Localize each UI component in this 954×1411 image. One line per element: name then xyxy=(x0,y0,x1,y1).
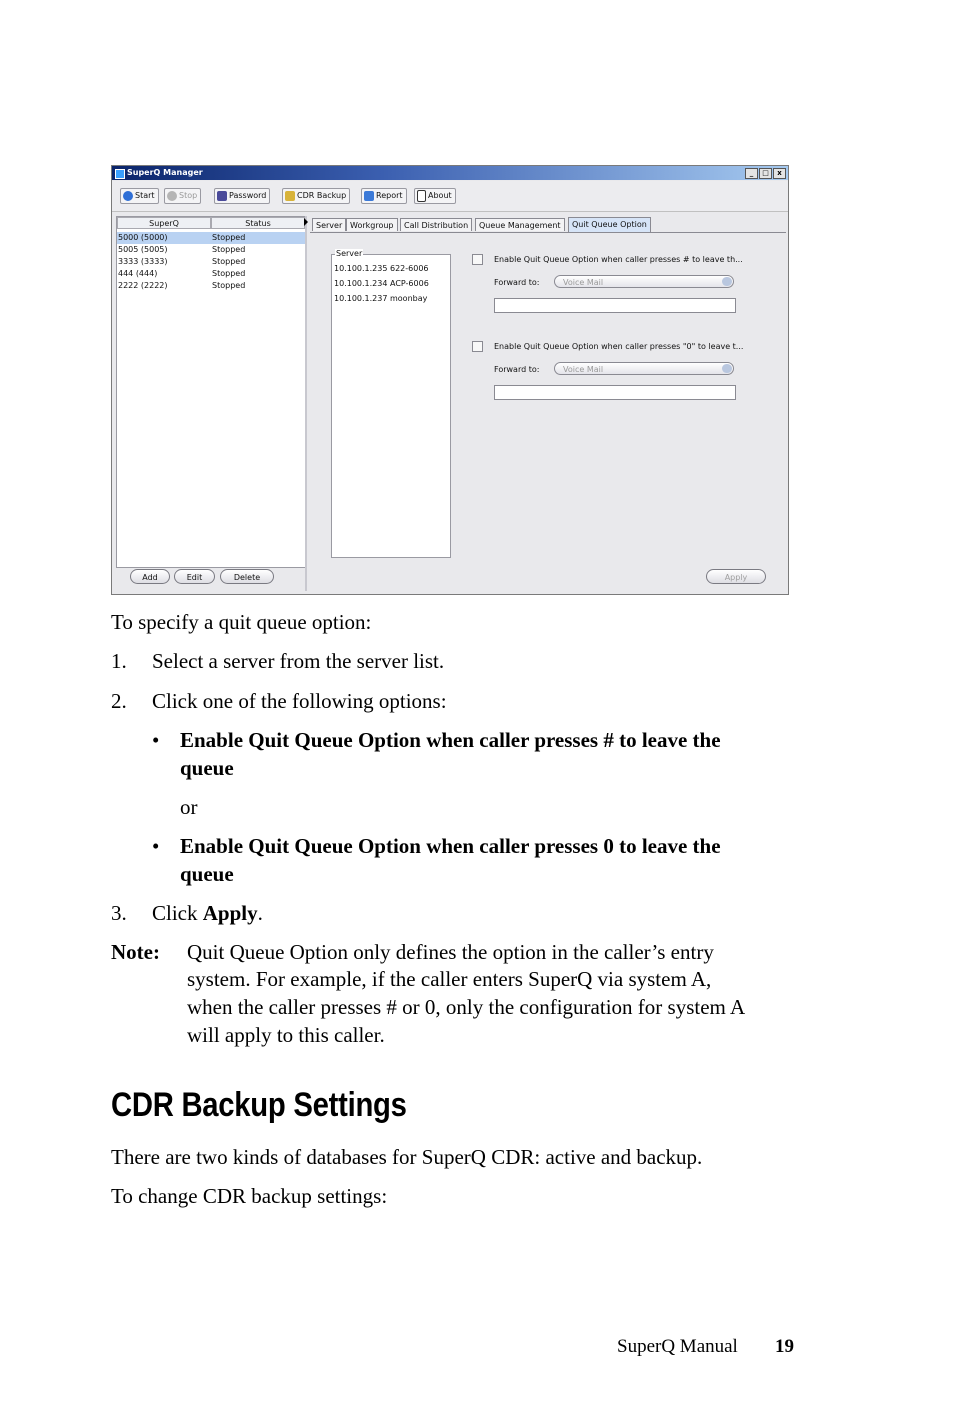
list-item[interactable]: 3333 (3333) Stopped xyxy=(118,257,246,266)
tab-queue-management[interactable]: Queue Management xyxy=(475,218,565,231)
backup-icon xyxy=(285,191,295,201)
list-item[interactable]: 5005 (5005) Stopped xyxy=(118,245,246,254)
server-list[interactable] xyxy=(331,249,451,558)
forward-to-label: Forward to: xyxy=(494,365,540,374)
step-number: 3. xyxy=(111,901,127,925)
note-line: system. For example, if the caller enters SuperQ via system A, xyxy=(187,967,712,991)
note-line: when the caller presses # or 0, only the configuration for system A xyxy=(187,995,746,1019)
stop-icon xyxy=(167,191,177,201)
enable-hash-option-label: Enable Quit Queue Option when caller presses # to leave th... xyxy=(494,255,743,264)
forward-to-select-2[interactable]: Voice Mail xyxy=(554,362,734,375)
enable-hash-option-checkbox[interactable] xyxy=(472,254,483,265)
note-line: will apply to this caller. xyxy=(187,1023,385,1047)
app-icon xyxy=(115,169,125,179)
option-zero-line-2: queue xyxy=(180,862,234,886)
section-title: CDR Backup Settings xyxy=(111,1086,407,1124)
forward-to-label: Forward to: xyxy=(494,278,540,287)
info-icon xyxy=(417,190,426,202)
pane-splitter[interactable] xyxy=(305,216,307,591)
list-item[interactable]: 10.100.1.237 moonbay xyxy=(334,294,428,303)
window-title: SuperQ Manager xyxy=(127,168,203,177)
column-header-superq[interactable]: SuperQ xyxy=(117,217,211,229)
superq-list[interactable] xyxy=(116,216,306,568)
list-item[interactable]: 5000 (5000) Stopped xyxy=(117,232,305,244)
server-list-legend: Server xyxy=(336,249,363,258)
list-item[interactable]: 10.100.1.235 622-6006 xyxy=(334,264,429,273)
close-button[interactable]: x xyxy=(773,168,786,179)
option-zero-line-1: Enable Quit Queue Option when caller presses 0 to leave the xyxy=(180,834,721,858)
footer-title: SuperQ Manual xyxy=(617,1336,738,1357)
chevron-down-icon xyxy=(722,277,732,286)
bullet-icon: • xyxy=(152,834,160,858)
note-line: Quit Queue Option only defines the option in the caller’s entry xyxy=(187,940,714,964)
page-number: 19 xyxy=(775,1336,794,1357)
list-item[interactable]: 2222 (2222) Stopped xyxy=(118,281,246,290)
list-item[interactable]: 10.100.1.234 ACP-6006 xyxy=(334,279,429,288)
step-number: 2. xyxy=(111,689,127,713)
edit-button[interactable]: Edit xyxy=(174,569,215,584)
report-icon xyxy=(364,191,374,201)
list-item[interactable]: 444 (444) Stopped xyxy=(118,269,246,278)
or-text: or xyxy=(180,795,198,819)
chevron-down-icon xyxy=(722,364,732,373)
window-titlebar xyxy=(112,166,788,180)
minimize-button[interactable]: _ xyxy=(745,168,758,179)
collapse-arrow-icon[interactable] xyxy=(304,218,308,226)
about-button[interactable]: About xyxy=(414,188,456,204)
add-button[interactable]: Add xyxy=(130,569,170,584)
section-paragraph: To change CDR backup settings: xyxy=(111,1184,388,1208)
option-hash-line-1: Enable Quit Queue Option when caller presses # to leave the xyxy=(180,728,721,752)
enable-zero-option-checkbox[interactable] xyxy=(472,341,483,352)
apply-button[interactable]: Apply xyxy=(706,569,766,584)
step-3-text: Click Apply. xyxy=(152,901,263,925)
enable-zero-option-label: Enable Quit Queue Option when caller presses "0" to leave t... xyxy=(494,342,744,351)
column-header-status[interactable]: Status xyxy=(211,217,305,229)
start-button[interactable]: Start xyxy=(120,188,159,204)
tab-quit-queue-option[interactable]: Quit Queue Option xyxy=(568,217,651,232)
tab-server[interactable]: Server xyxy=(312,218,346,231)
bullet-icon: • xyxy=(152,728,160,752)
user-icon xyxy=(217,191,227,201)
password-button[interactable]: Password xyxy=(214,188,270,204)
tab-call-distribution[interactable]: Call Distribution xyxy=(400,218,472,231)
step-number: 1. xyxy=(111,649,127,673)
forward-to-select-1[interactable]: Voice Mail xyxy=(554,275,734,288)
note-label: Note: xyxy=(111,940,160,964)
report-button[interactable]: Report xyxy=(361,188,407,204)
forward-number-field-2[interactable] xyxy=(494,385,736,400)
maximize-button[interactable]: □ xyxy=(759,168,772,179)
forward-number-field-1[interactable] xyxy=(494,298,736,313)
section-paragraph: There are two kinds of databases for SuperQ CDR: active and backup. xyxy=(111,1145,703,1169)
cdr-backup-button[interactable]: CDR Backup xyxy=(282,188,350,204)
intro-text: To specify a quit queue option: xyxy=(111,610,372,634)
quit-queue-option-panel xyxy=(310,233,786,591)
start-icon xyxy=(123,191,133,201)
option-hash-line-2: queue xyxy=(180,756,234,780)
superq-manager-screenshot xyxy=(111,165,789,595)
tab-workgroup[interactable]: Workgroup xyxy=(346,218,398,231)
step-1-text: Select a server from the server list. xyxy=(152,649,445,673)
step-2-text: Click one of the following options: xyxy=(152,689,447,713)
stop-button[interactable]: Stop xyxy=(164,188,201,204)
delete-button[interactable]: Delete xyxy=(220,569,274,584)
toolbar xyxy=(112,181,788,212)
